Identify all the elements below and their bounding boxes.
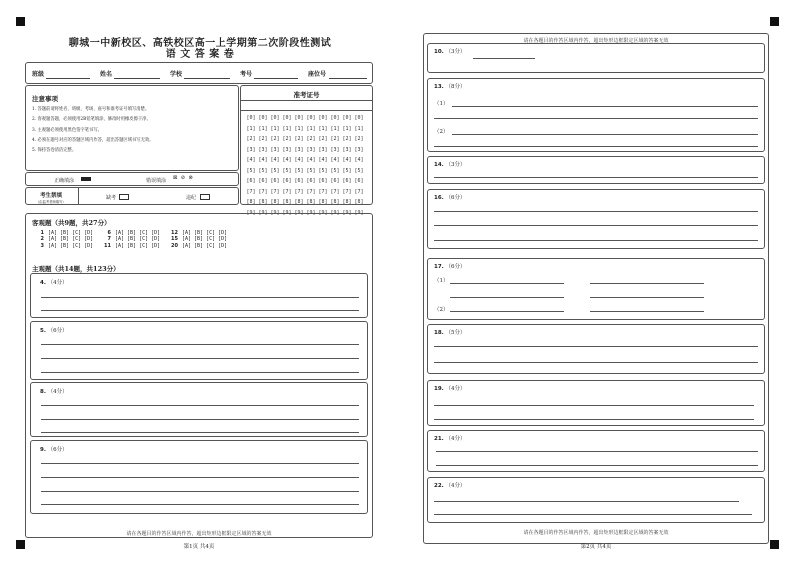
zkz-bubble[interactable]: [4] [294,157,304,163]
zkz-bubble[interactable]: [8] [330,199,340,205]
sub-question-label: （1） [434,101,449,107]
question-points: （6分） [47,328,68,334]
footer-warning: 请在各题目的作答区域内作答，超出矩形边框限定区域的答案无效 [126,531,272,537]
question-number: 10. [434,49,444,55]
answer-line[interactable] [434,118,758,119]
zkz-bubble[interactable]: [9] [294,209,304,216]
subjective-title: 主观题（共14题，共123分） [32,265,120,273]
answer-line[interactable] [450,297,564,298]
mc-row[interactable] [34,243,93,249]
footer-warning: 请在各题目的作答区域内作答，超出矩形边框限定区域的答案无效 [523,530,669,536]
question-number: 19. [434,386,444,392]
notes-box [25,85,239,171]
question-header [434,384,466,392]
question-points: （4分） [445,483,466,489]
answer-box-q21[interactable] [427,430,765,472]
question-points: （4分） [445,386,466,392]
zkz-bubble[interactable]: [1] [282,125,292,132]
exam-number-input-line[interactable] [254,78,298,79]
question-number: 22. [434,483,444,489]
zkz-bubble[interactable]: [8] [306,199,316,205]
question-header [434,434,466,442]
question-number: 4. [40,280,46,286]
answer-line[interactable] [450,283,564,284]
zkz-title: 准考证号 [293,91,320,99]
zkz-bubble[interactable]: [0] [318,115,328,121]
absent-subtitle: （由监考老师填写） [36,200,66,204]
page-number: 第2页 共4页 [580,544,612,550]
answer-line[interactable] [434,146,758,147]
mc-number: 1 [40,230,44,236]
question-header [40,326,68,334]
absent-divider [78,188,79,204]
question-header [434,328,466,336]
zkz-bubble[interactable]: [5] [246,167,256,174]
zkz-bubble[interactable]: [4] [306,157,316,163]
answer-line[interactable] [452,106,758,107]
answer-line[interactable] [434,405,754,406]
notes-list [32,105,237,156]
zkz-bubble[interactable]: [5] [258,167,268,174]
zkz-bubble[interactable]: [7] [306,188,316,195]
zkz-bubble[interactable]: [3] [342,146,352,153]
answer-box-q16[interactable] [427,189,765,249]
zkz-digit-row[interactable] [245,176,365,187]
zkz-bubble[interactable]: [2] [294,136,304,142]
answer-box-q10[interactable] [427,43,765,73]
zkz-bubble[interactable]: [2] [330,136,340,142]
zkz-bubble[interactable]: [4] [342,157,352,163]
zkz-bubble[interactable]: [1] [330,125,340,132]
answer-line[interactable] [434,419,754,420]
answer-box-q5[interactable] [30,321,368,380]
absent-cheat-label: 违纪 [186,195,197,201]
zkz-bubble[interactable]: [1] [246,125,256,132]
answer-line[interactable] [434,501,739,502]
question-header [434,160,466,168]
zkz-bubble[interactable]: [5] [282,167,292,174]
zkz-bubble[interactable]: [3] [246,146,256,153]
mc-number: 20 [171,242,178,249]
answer-line[interactable] [41,463,359,464]
answer-line[interactable] [41,297,359,298]
zkz-digit-row[interactable] [245,187,365,198]
question-header [434,82,466,90]
sub-question-label: （2） [434,129,449,135]
zkz-bubble[interactable]: [6] [294,178,304,184]
zkz-bubble[interactable]: [6] [342,178,352,184]
answer-line[interactable] [41,491,359,492]
zkz-bubble[interactable]: [5] [270,167,280,174]
note-item: 5. 保持答卷清洁完整。 [32,148,77,154]
mc-options[interactable]: [A] [B] [C] [D] [115,242,161,249]
answer-line[interactable] [434,225,758,226]
question-number: 8. [40,389,46,395]
zkz-divider [241,100,372,101]
mc-options[interactable]: [A] [B] [C] [D] [115,236,161,243]
zkz-bubble[interactable]: [8] [318,199,328,205]
answer-line[interactable] [452,134,758,135]
zkz-bubble[interactable]: [4] [270,157,280,163]
question-number: 17. [434,264,444,270]
zkz-bubble[interactable]: [0] [246,115,256,121]
question-header [434,481,466,489]
zkz-bubble[interactable]: [3] [330,146,340,153]
zkz-bubble[interactable]: [9] [354,209,364,216]
zkz-bubble[interactable]: [7] [318,188,328,195]
question-header [434,193,466,201]
zkz-bubble[interactable]: [9] [246,209,256,216]
sheet-title: 语 文 答 案 卷 [165,49,235,60]
answer-line[interactable] [590,297,704,298]
zkz-bubble[interactable]: [6] [354,178,364,184]
zkz-bubble[interactable]: [2] [282,136,292,142]
zkz-bubble[interactable]: [8] [258,199,268,205]
zkz-bubble[interactable]: [7] [354,188,364,195]
question-points: （6分） [445,195,466,201]
zkz-bubble[interactable]: [7] [258,188,268,195]
zkz-bubble[interactable]: [9] [330,209,340,216]
zkz-bubble[interactable]: [6] [258,178,268,184]
name-input-line[interactable] [114,78,160,79]
question-points: （8分） [445,84,466,90]
answer-line[interactable] [41,344,359,345]
zkz-bubble[interactable]: [7] [270,188,280,195]
question-number: 18. [434,330,444,336]
zkz-divider [241,110,372,111]
zkz-digit-row[interactable] [245,166,365,177]
question-number: 13. [434,84,444,90]
sub-question-label: （2） [434,307,449,313]
zkz-bubble[interactable]: [8] [342,199,352,205]
zkz-bubble[interactable]: [1] [258,125,268,132]
question-header [434,262,466,270]
zkz-bubble[interactable]: [6] [246,178,256,184]
answer-box-q19[interactable] [427,380,765,426]
answer-line[interactable] [434,211,758,212]
zkz-bubble[interactable]: [7] [246,188,256,195]
zkz-bubble[interactable]: [8] [246,199,256,205]
zkz-bubble[interactable]: [3] [306,146,316,153]
fill-correct-label: 正确填涂 [54,178,75,184]
seat-number-label: 座位号 [308,71,327,78]
zkz-bubble[interactable]: [3] [258,146,268,153]
answer-line[interactable] [473,58,535,59]
mc-column-2[interactable] [101,230,160,249]
zkz-bubble[interactable]: [5] [330,167,340,174]
answer-box-q13[interactable] [427,78,765,152]
mc-options[interactable]: [A] [B] [C] [D] [48,242,94,249]
zkz-bubble[interactable]: [7] [342,188,352,195]
question-number: 14. [434,162,444,168]
answer-box-q8[interactable] [30,382,368,437]
note-item: 2. 客观题答题，必须使用2B铅笔填涂，修改时用橡皮擦干净。 [32,117,151,123]
notes-title: 注意事项 [32,95,58,103]
absent-missing-label: 缺考 [106,195,117,201]
mc-options[interactable]: [A] [B] [C] [D] [182,236,228,243]
zkz-bubble[interactable]: [3] [354,146,364,153]
question-points: （3分） [445,162,466,168]
answer-box-q18[interactable] [427,324,765,374]
answer-box-q4[interactable] [30,273,368,318]
absent-box [25,187,239,205]
zkz-bubble[interactable]: [4] [330,157,340,163]
mc-number: 6 [107,230,111,236]
zkz-bubble[interactable]: [0] [270,115,280,121]
zkz-bubble[interactable]: [8] [294,199,304,205]
mc-number: 7 [107,236,111,243]
absent-title: 考生禁填 [40,193,63,199]
mc-column-3[interactable] [168,230,227,249]
zkz-bubble[interactable]: [2] [342,136,352,142]
answer-line[interactable] [434,346,758,347]
zkz-digit-row[interactable] [245,145,365,156]
zkz-bubble[interactable]: [9] [282,209,292,216]
answer-line[interactable] [434,177,758,178]
answer-line[interactable] [434,514,752,515]
page2-answer-area-box [423,33,769,544]
zkz-bubble[interactable]: [8] [282,199,292,205]
question-points: （6分） [445,264,466,270]
question-header [40,278,68,286]
zkz-bubble[interactable]: [1] [306,125,316,132]
zkz-bubble[interactable]: [7] [330,188,340,195]
mc-number: 12 [171,230,178,236]
zkz-bubble[interactable]: [3] [294,146,304,153]
note-item: 1. 答题前请将姓名、班级、考场、座号和准考证号填写清楚。 [32,107,150,112]
zkz-bubble[interactable]: [8] [354,199,364,205]
zkz-bubble[interactable]: [1] [270,125,280,132]
question-header [434,47,466,55]
zkz-bubble[interactable]: [5] [318,167,328,174]
zkz-bubble[interactable]: [6] [282,178,292,184]
question-number: 21. [434,436,444,442]
header-warning: 请在各题目的作答区域内作答，超出矩形边框限定区域的答案无效 [523,38,669,44]
class-input-line[interactable] [46,78,90,79]
sub-question-label: （1） [434,278,449,284]
mc-number: 2 [40,236,44,243]
zkz-bubble[interactable]: [4] [258,157,268,163]
zkz-digit-row[interactable] [245,155,365,166]
student-info-box [25,62,373,84]
mc-options[interactable]: [A] [B] [C] [D] [48,236,94,243]
zkz-bubble[interactable]: [9] [342,209,352,216]
question-points: （6分） [47,447,68,453]
mc-column-1[interactable] [34,230,93,249]
question-number: 16. [434,195,444,201]
zkz-bubble[interactable]: [0] [294,115,304,121]
zkz-bubble[interactable]: [2] [354,136,364,142]
question-points: （4分） [47,389,68,395]
note-item: 3. 主观题必须使用黑色签字笔书写。 [32,127,102,133]
zkz-bubble[interactable]: [5] [294,167,304,174]
mc-number: 15 [171,236,178,243]
zkz-bubble[interactable]: [8] [270,199,280,205]
answer-line[interactable] [41,372,359,373]
zkz-bubble[interactable]: [2] [270,136,280,142]
fill-example-box [25,172,239,186]
question-points: （5分） [445,330,466,336]
zkz-bubble[interactable]: [2] [318,136,328,142]
answer-line[interactable] [436,465,758,466]
zkz-bubble[interactable]: [4] [246,157,256,163]
zkz-digit-row[interactable] [245,134,365,145]
mc-row[interactable] [101,243,160,249]
seat-number-input-line[interactable] [329,78,367,79]
fill-wrong-label: 错误填涂 [146,178,167,184]
zkz-bubble[interactable]: [2] [258,136,268,142]
zkz-bubble[interactable]: [5] [306,167,316,174]
answer-line[interactable] [41,358,359,359]
fill-correct-example [81,177,91,181]
zkz-bubble[interactable]: [3] [318,146,328,153]
zkz-bubble[interactable]: [4] [282,157,292,163]
question-points: （4分） [445,436,466,442]
zkz-bubble[interactable]: [1] [294,125,304,132]
zkz-digit-row[interactable] [245,113,365,124]
answer-line[interactable] [590,283,704,284]
mc-options[interactable]: [A] [B] [C] [D] [182,242,228,249]
objective-title: 客观题（共9题，共27分） [32,219,111,227]
zkz-bubble[interactable]: [2] [246,136,256,142]
exam-number-label: 考号 [240,71,253,78]
zkz-digit-row[interactable] [245,197,365,208]
zkz-bubble[interactable]: [1] [318,125,328,132]
zkz-box [240,85,373,216]
answer-line[interactable] [41,432,359,433]
zkz-bubble[interactable]: [3] [282,146,292,153]
zkz-bubble[interactable]: [6] [270,178,280,184]
class-label: 班级 [32,71,45,78]
zkz-bubble[interactable]: [6] [330,178,340,184]
answer-area-box [25,213,373,538]
answer-box-q14[interactable] [427,156,765,184]
zkz-bubble[interactable]: [9] [258,209,268,216]
zkz-bubble[interactable]: [6] [318,178,328,184]
zkz-bubble[interactable]: [1] [342,125,352,132]
mc-options[interactable]: [A] [B] [C] [D] [115,230,161,236]
zkz-bubble[interactable]: [5] [354,167,364,174]
zkz-bubble[interactable]: [6] [306,178,316,184]
zkz-digit-row[interactable] [245,124,365,135]
zkz-bubble[interactable]: [7] [282,188,292,195]
exam-title: 聊城一中新校区、高铁校区高一上学期第二次阶段性测试 [68,38,332,49]
question-header [40,387,68,395]
mc-row[interactable] [168,243,227,249]
answer-box-q17[interactable] [427,258,765,320]
mc-options[interactable]: [A] [B] [C] [D] [182,230,228,236]
answer-line[interactable] [41,405,359,406]
mc-number: 11 [104,242,111,249]
question-header [40,445,68,453]
school-input-line[interactable] [184,78,230,79]
zkz-bubble[interactable]: [0] [306,115,316,121]
zkz-bubble[interactable]: [0] [342,115,352,121]
question-points: （4分） [47,280,68,286]
zkz-bubble[interactable]: [2] [306,136,316,142]
answer-line[interactable] [590,311,704,312]
zkz-bubble[interactable]: [7] [294,188,304,195]
zkz-bubble-grid[interactable] [245,113,365,218]
answer-sheet-page-2 [397,0,794,561]
zkz-bubble[interactable]: [9] [306,209,316,216]
answer-line[interactable] [41,504,359,505]
name-label: 姓名 [100,71,113,78]
note-item: 4. 必须在题号对应的答题区域内作答，超出答题区域书写无效。 [32,137,154,143]
school-label: 学校 [170,71,183,78]
answer-line[interactable] [434,362,758,363]
zkz-bubble[interactable]: [4] [354,157,364,163]
answer-line[interactable] [41,477,359,478]
page-number: 第1页 共4页 [183,544,215,550]
absent-missing-checkbox[interactable] [119,194,129,200]
fill-wrong-examples: ⊠ ⊘ ⊗ [173,175,194,181]
question-number: 9. [40,447,46,453]
absent-cheat-checkbox[interactable] [200,194,210,200]
zkz-bubble[interactable]: [3] [270,146,280,153]
answer-line[interactable] [450,311,564,312]
question-points: （3分） [445,49,466,55]
zkz-bubble[interactable]: [9] [270,209,280,216]
zkz-bubble[interactable]: [0] [282,115,292,121]
zkz-bubble[interactable]: [4] [318,157,328,163]
zkz-bubble[interactable]: [1] [354,125,364,132]
mc-options[interactable]: [A] [B] [C] [D] [48,230,94,236]
zkz-bubble[interactable]: [9] [318,209,328,216]
answer-box-q22[interactable] [427,477,765,523]
zkz-bubble[interactable]: [0] [330,115,340,121]
zkz-bubble[interactable]: [5] [342,167,352,174]
answer-line[interactable] [41,310,359,311]
zkz-bubble[interactable]: [0] [258,115,268,121]
answer-line[interactable] [436,451,758,452]
mc-number: 3 [40,242,44,249]
question-number: 5. [40,328,46,334]
answer-box-q9[interactable] [30,440,368,514]
answer-line[interactable] [41,419,359,420]
zkz-bubble[interactable]: [0] [354,115,364,121]
answer-line[interactable] [434,240,758,241]
